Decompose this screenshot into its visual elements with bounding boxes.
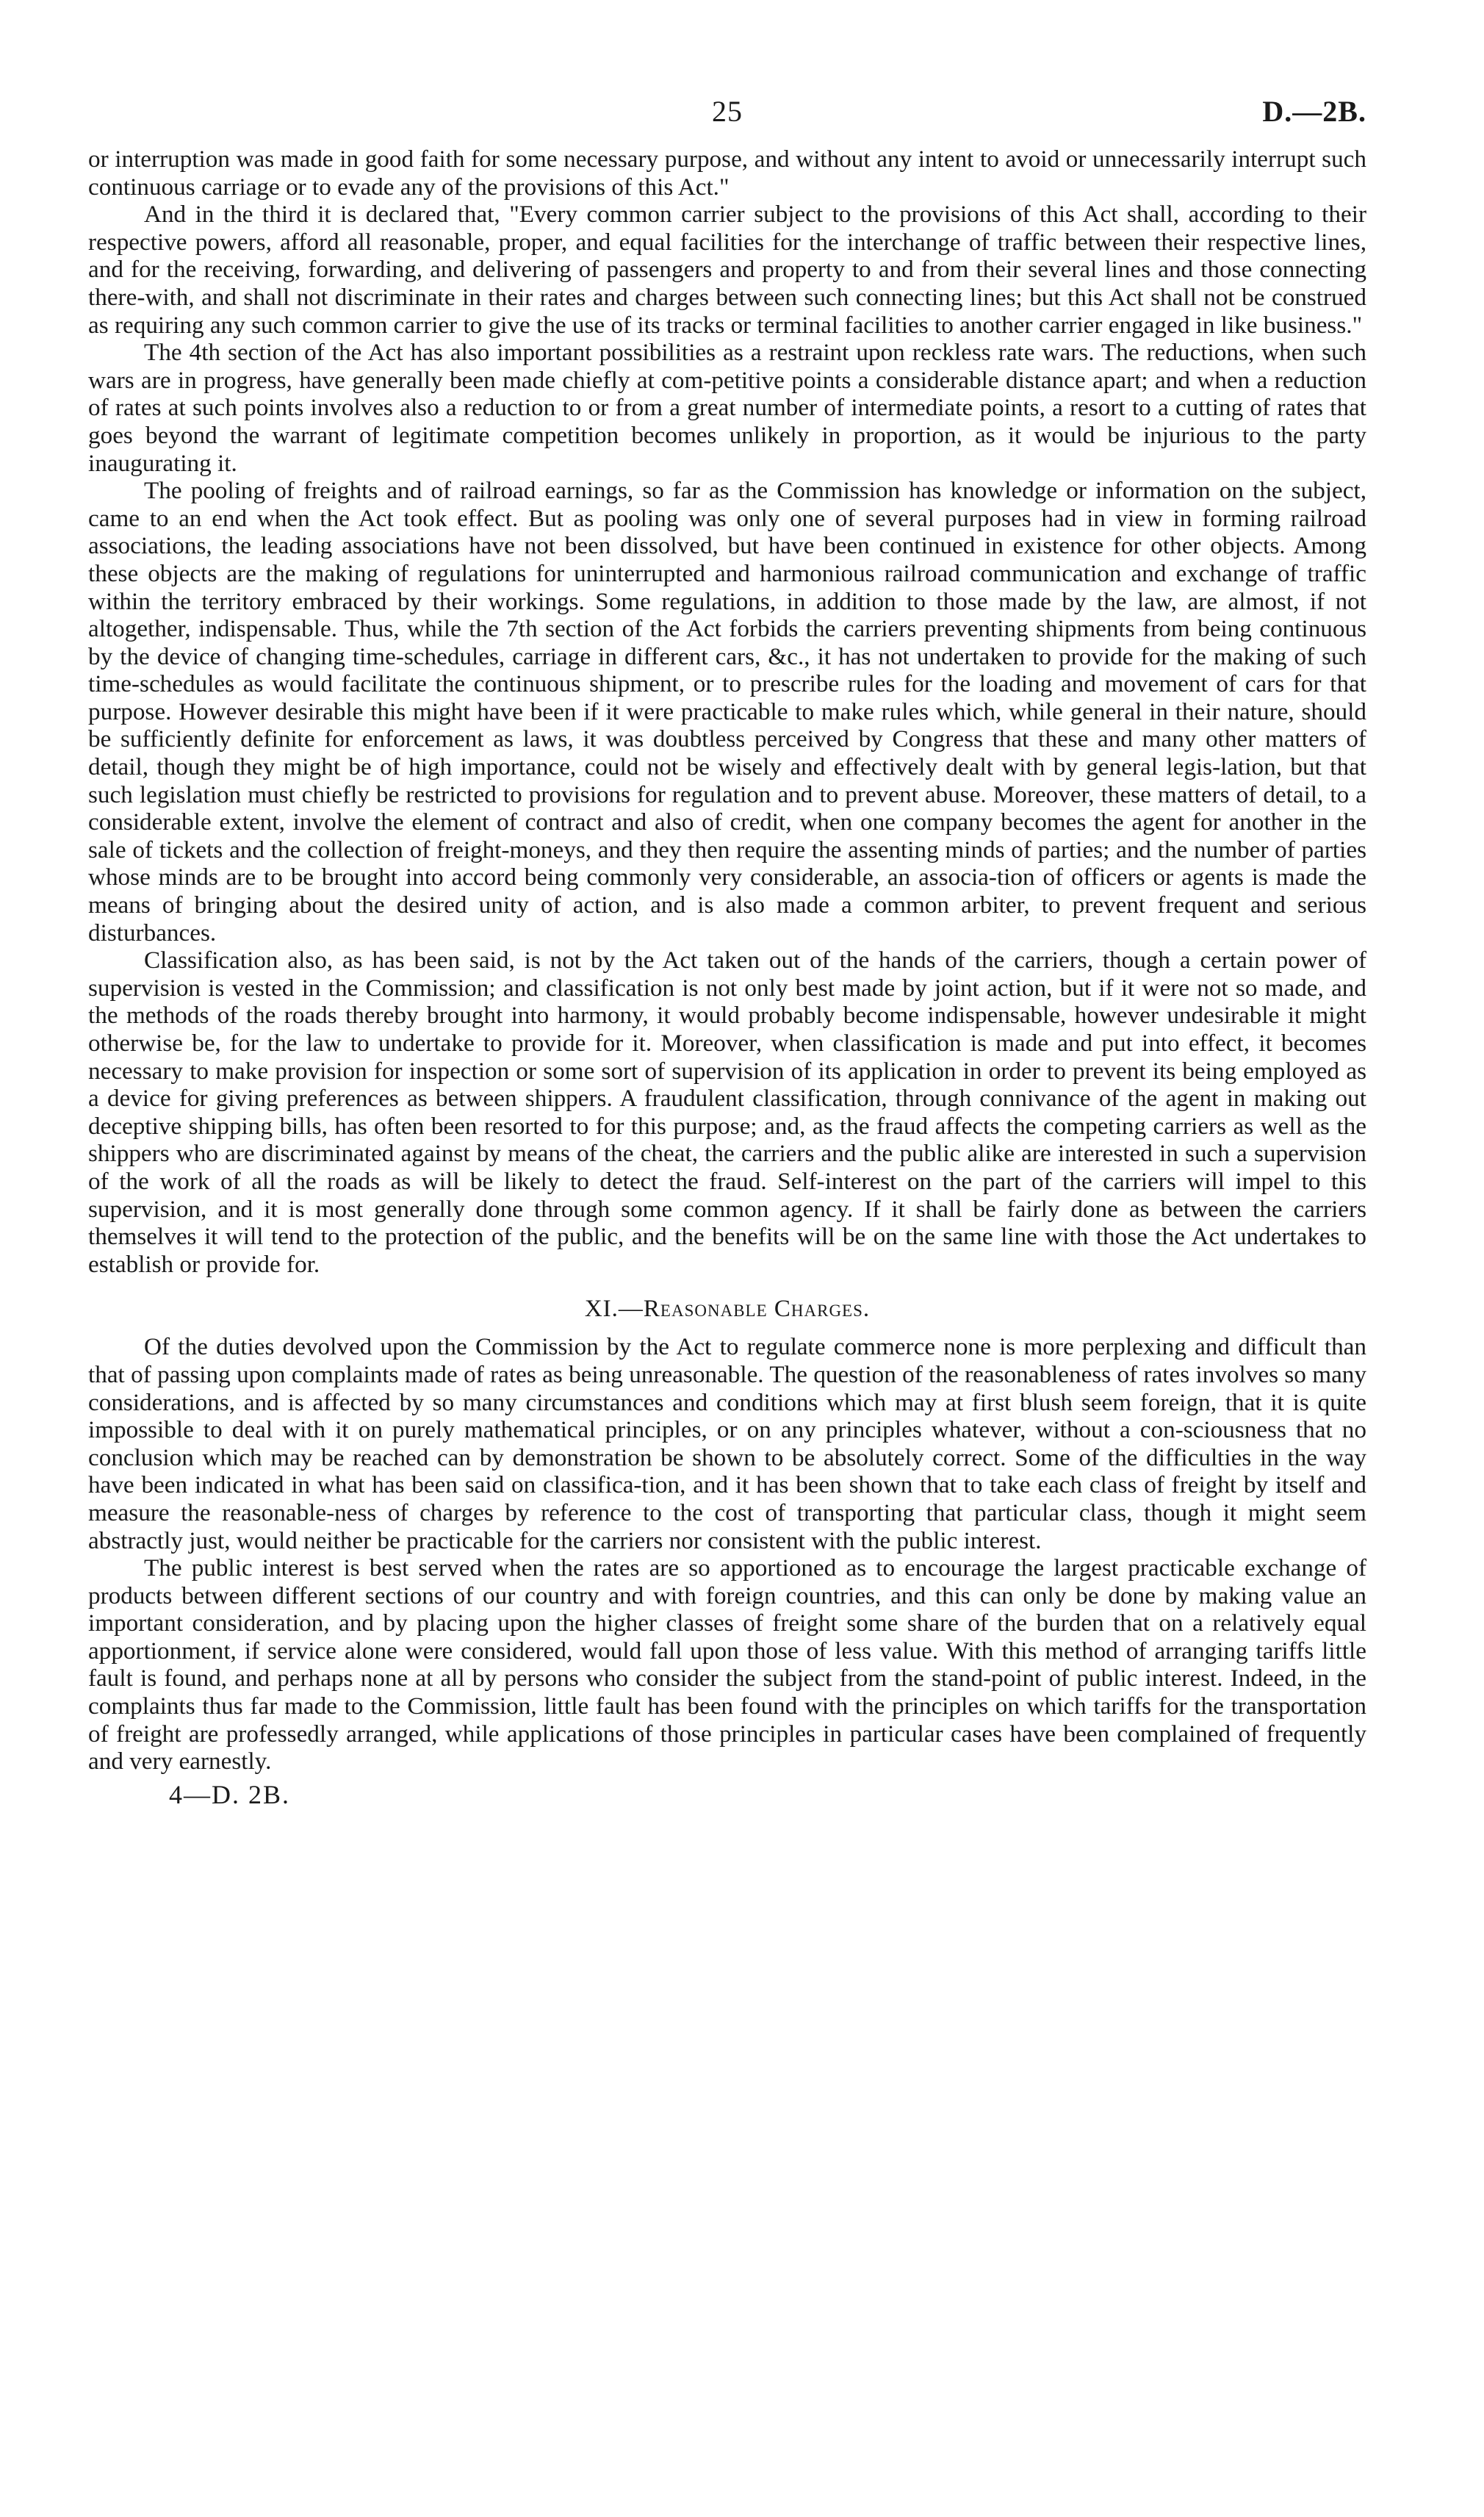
page-header [88,94,1366,146]
paragraph-duties: Of the duties devolved upon the Commission by the Act to regulate commerce none is more perplexing and difficult than that of passing upon complaints made of rates as being unreasonable. The question of the reasonableness of rates involves so many considerations, and is affected by so many circumstances and conditions which may at first blush seem foreign, that it is quite impossible to deal with it on purely mathematical principles, or on any principles whatever, without a con-sciousness that no conclusion which may be reached can by demonstration be shown to be absolutely correct. Some of the difficulties in the way have been indicated in what has been said on classifica-tion, and it has been shown that to take each class of freight by itself and measure the reasonable-ness of charges by reference to the cost of transporting that particular class, though it might seem abstractly just, would neither be practicable for the carriers nor consistent with the public interest. [88,1333,1366,1554]
document-reference: D.—2B. [1262,95,1366,128]
paragraph-pooling: The pooling of freights and of railroad earnings, so far as the Commission has knowledge or information on the subject, came to an end when the Act took effect. But as pooling was only one of several purposes had in view in forming railroad associations, the leading associations have not been dissolved, but have been continued in existence for other objects. Among these objects are the making of regulations for uninterrupted and harmonious railroad communication and exchange of traffic within the territory embraced by their workings. Some regulations, in addition to those made by the law, are almost, if not altogether, indispensable. Thus, while the 7th section of the Act forbids the carriers preventing shipments from being continuous by the device of changing time-schedules, carriage in different cars, &c., it has not undertaken to provide for the making of such time-schedules as would facilitate the continuous shipment, or to prescribe rules for the loading and movement of cars for that purpose. However desirable this might have been if it were practicable to make rules which, while general in their nature, should be sufficiently definite for enforcement as laws, it was doubtless perceived by Congress that these and many other matters of detail, though they might be of high importance, could not be wisely and effectively dealt with by general legis-lation, but that such legislation must chiefly be restricted to provisions for regulation and to prevent abuse. Moreover, these matters of detail, to a considerable extent, involve the element of contract and also of credit, when one company becomes the agent for another in the sale of tickets and the collection of freight-moneys, and they then require the assenting minds of parties; and the number of parties whose minds are to be brought into accord being commonly very considerable, an associa-tion of officers or agents is made the means of bringing about the desired unity of action, and is also made a common arbiter, to prevent frequent and serious disturbances. [88,477,1366,947]
paragraph-classification: Classification also, as has been said, is not by the Act taken out of the hands of the carriers, though a certain power of supervision is vested in the Commission; and classification is not only best made by joint action, but if it were not so made, and the methods of the roads thereby brought into harmony, it would probably become indispensable, however undesirable it might otherwise be, for the law to undertake to provide for it. Moreover, when classification is made and put into effect, it becomes necessary to make provision for inspection or some sort of supervision of its application in order to prevent its being employed as a device for giving preferences as between shippers. A fraudulent classification, through connivance of the agent in making out deceptive shipping bills, has often been resorted to for this purpose; and, as the fraud affects the competing carriers as well as the shippers who are discriminated against by means of the cheat, the carriers and the public alike are interested in such a supervision of the work of all the roads as will be likely to detect the fraud. Self-interest on the part of the carriers will impel to this supervision, and it is most generally done through some common agency. If it shall be fairly done as between the carriers themselves it will tend to the protection of the public, and the benefits will be on the same line with those the Act undertakes to establish or provide for. [88,947,1366,1278]
page-number: 25 [712,95,743,128]
document-page [88,94,1366,1809]
signature-mark: 4—D. 2B. [169,1779,291,1809]
section-heading: XI.—Reasonable Charges. [584,1296,871,1323]
paragraph-public-interest: The public interest is best served when the rates are so apportioned as to encourage the largest practicable exchange of products between different sections of our country and with foreign countries, and this can only be done by making value an important consideration, and by placing upon the higher classes of freight some share of the burden that on a relatively equal apportionment, if service alone were considered, would fall upon those of less value. With this method of arranging tariffs little fault is found, and perhaps none at all by persons who consider the subject from the stand-point of public interest. Indeed, in the complaints thus far made to the Commission, little fault has been found with the principles on which tariffs for the transportation of freight are professedly arranged, while applications of those principles in particular cases have been complained of frequently and very earnestly. [88,1554,1366,1775]
paragraph-fourth-section: The 4th section of the Act has also important possibilities as a restraint upon reckless rate wars. The reductions, when such wars are in progress, have generally been made chiefly at com-petitive points a considerable distance apart; and when a reduction of rates at such points involves also a reduction to or from a great number of intermediate points, a resort to a cutting of rates that goes beyond the warrant of legitimate competition becomes unlikely in proportion, as it would be injurious to the party inaugurating it. [88,339,1366,477]
body-text [88,146,1366,1775]
paragraph-third-section: And in the third it is declared that, "Every common carrier subject to the provisions of this Act shall, according to their respective powers, afford all reasonable, proper, and equal facilities for the interchange of traffic between their respective lines, and for the receiving, forwarding, and delivering of passengers and property to and from their several lines and those connecting there-with, and shall not discriminate in their rates and charges between such connecting lines; but this Act shall not be construed as requiring any such common carrier to give the use of its tracks or terminal facilities to another carrier engaged in like business." [88,201,1366,339]
paragraph-continuation: or interruption was made in good faith for some necessary purpose, and without any intent to avoid or unnecessarily interrupt such continuous carriage or to evade any of the provisions of this Act." [88,146,1366,201]
